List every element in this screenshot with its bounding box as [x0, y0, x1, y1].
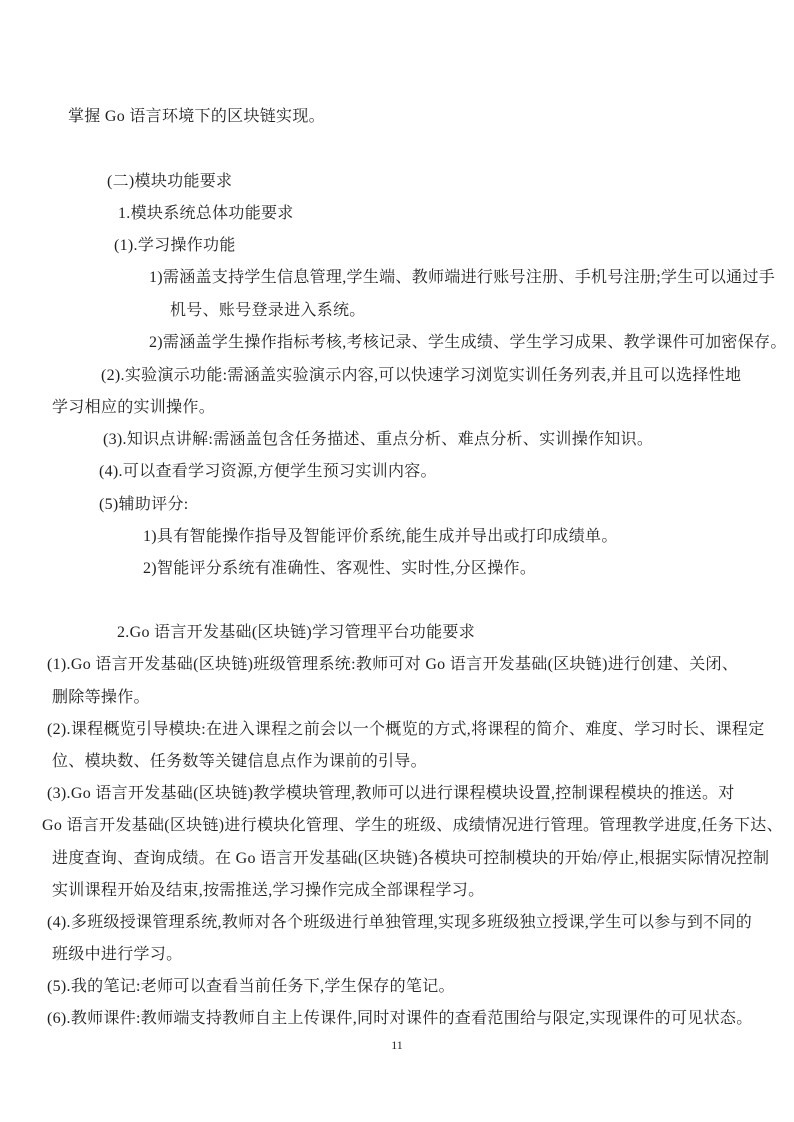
subsection-heading: 2.Go 语言开发基础(区块链)学习管理平台功能要求	[117, 624, 476, 641]
list-item: 1)需涵盖支持学生信息管理,学生端、教师端进行账号注册、手机号注册;学生可以通过手	[149, 269, 776, 286]
list-item: (1).Go 语言开发基础(区块链)班级管理系统:教师可对 Go 语言开发基础(区块链)进行创建、关闭、	[47, 656, 739, 673]
list-item: (6).教师课件:教师端支持教师自主上传课件,同时对课件的查看范围给与限定,实现课件的可见状态。	[47, 1010, 753, 1027]
paragraph-line: 机号、账号登录进入系统。	[170, 302, 366, 319]
paragraph-line: 班级中进行学习。	[52, 946, 183, 963]
section-heading: (二)模块功能要求	[107, 173, 233, 190]
paragraph-line: 实训课程开始及结束,按需推送,学习操作完成全部课程学习。	[52, 882, 485, 899]
list-item: (2).实验演示功能:需涵盖实验演示内容,可以快速学习浏览实训任务列表,并且可以选择性地	[101, 367, 742, 384]
paragraph-line: Go 语言开发基础(区块链)进行模块化管理、学生的班级、成绩情况进行管理。管理教学进度,任务下达、	[42, 817, 783, 834]
paragraph-line: 学习相应的实训操作。	[52, 399, 216, 416]
list-item: (4).多班级授课管理系统,教师对各个班级进行单独管理,实现多班级独立授课,学生可以参与到不同的	[47, 914, 753, 931]
list-item: (2).课程概览引导模块:在进入课程之前会以一个概览的方式,将课程的简介、难度、学习时长、课程定	[47, 721, 765, 738]
list-item: (3).Go 语言开发基础(区块链)教学模块管理,教师可以进行课程模块设置,控制课程模块的推送。对	[47, 785, 735, 802]
paragraph-line: 位、模块数、任务数等关键信息点作为课前的引导。	[52, 753, 427, 770]
list-item: (5)辅助评分:	[99, 496, 189, 513]
paragraph-line: 删除等操作。	[52, 689, 150, 706]
list-item: (5).我的笔记:老师可以查看当前任务下,学生保存的笔记。	[47, 978, 455, 995]
page-number: 11	[391, 1038, 403, 1052]
subsection-heading: 1.模块系统总体功能要求	[118, 205, 294, 222]
paragraph-line: 掌握 Go 语言环境下的区块链实现。	[68, 108, 325, 125]
list-item: (1).学习操作功能	[114, 237, 236, 254]
list-item: 2)需涵盖学生操作指标考核,考核记录、学生成绩、学生学习成果、教学课件可加密保存。	[149, 334, 787, 351]
list-item: (4).可以查看学习资源,方便学生预习实训内容。	[99, 463, 437, 480]
list-item: 2)智能评分系统有准确性、客观性、实时性,分区操作。	[143, 560, 537, 577]
paragraph-line: 进度查询、查询成绩。在 Go 语言开发基础(区块链)各模块可控制模块的开始/停止,根据实际情况控制	[52, 850, 770, 867]
list-item: (3).知识点讲解:需涵盖包含任务描述、重点分析、难点分析、实训操作知识。	[103, 431, 654, 448]
list-item: 1)具有智能操作指导及智能评价系统,能生成并导出或打印成绩单。	[143, 528, 618, 545]
